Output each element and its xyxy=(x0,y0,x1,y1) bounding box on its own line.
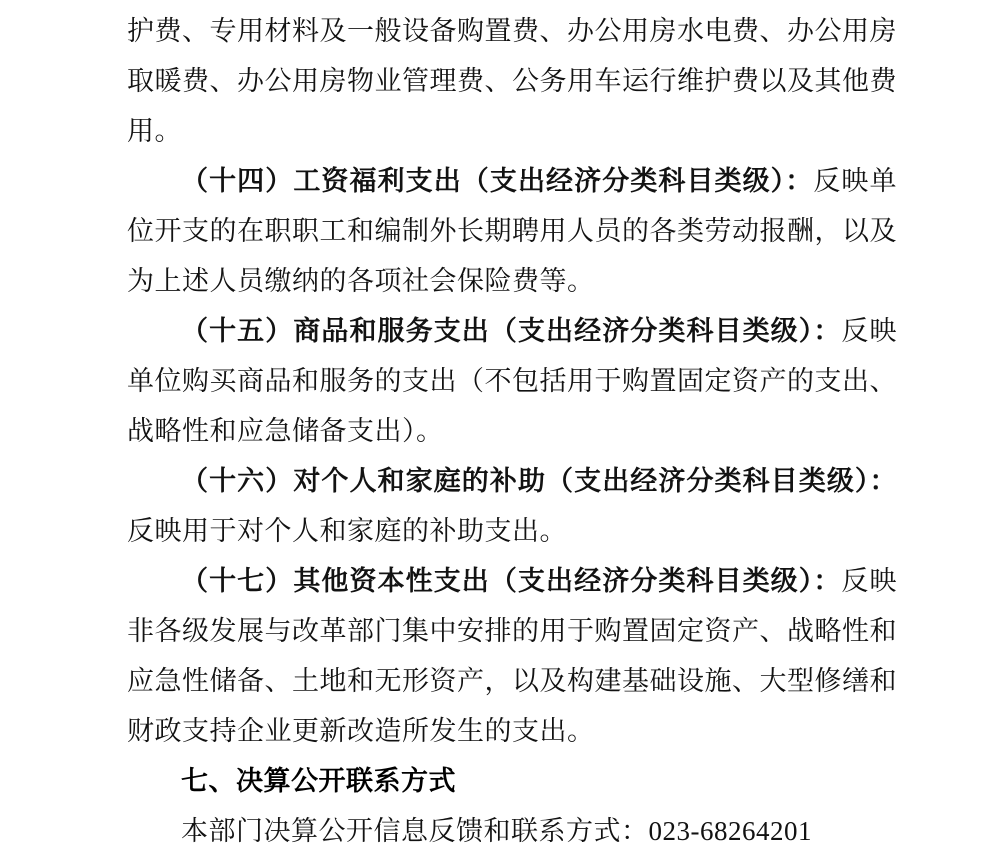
paragraph-item-15 xyxy=(127,306,897,456)
paragraph-body: 护费、专用材料及一般设备购置费、办公用房水电费、办公用房取暖费、办公用房物业管理费、公务用车运行维护费以及其他费用。 xyxy=(127,16,897,146)
paragraph-body: 反映单位开支的在职职工和编制外长期聘用人员的各类劳动报酬，以及为上述人员缴纳的各项社会保险费等。 xyxy=(127,166,898,296)
paragraph-body: 反映用于对个人和家庭的补助支出。 xyxy=(127,516,567,546)
paragraph-lead: （十四）工资福利支出（支出经济分类科目类级）： xyxy=(181,166,814,196)
contact-label: 本部门决算公开信息反馈和联系方式： xyxy=(181,816,649,846)
paragraph-lead: （十五）商品和服务支出（支出经济分类科目类级）： xyxy=(181,316,842,346)
paragraph-item-14 xyxy=(127,156,897,306)
paragraph-body: 反映单位购买商品和服务的支出（不包括用于购置固定资产的支出、战略性和应急储备支出）。 xyxy=(127,316,898,446)
contact-paragraph xyxy=(127,806,897,856)
paragraph-item-16 xyxy=(127,456,897,556)
contact-phone: 023-68264201 xyxy=(648,816,812,846)
paragraph-lead: （十七）其他资本性支出（支出经济分类科目类级）： xyxy=(181,566,842,596)
section-heading: 七、决算公开联系方式 xyxy=(181,766,456,796)
paragraph-continuation xyxy=(127,6,897,156)
paragraph-lead: （十六）对个人和家庭的补助（支出经济分类科目类级）： xyxy=(181,466,897,496)
paragraph-item-17 xyxy=(127,556,897,756)
paragraph-body: 反映非各级发展与改革部门集中安排的用于购置固定资产、战略性和应急性储备、土地和无形资产，以及构建基础设施、大型修缮和财政支持企业更新改造所发生的支出。 xyxy=(127,566,898,746)
